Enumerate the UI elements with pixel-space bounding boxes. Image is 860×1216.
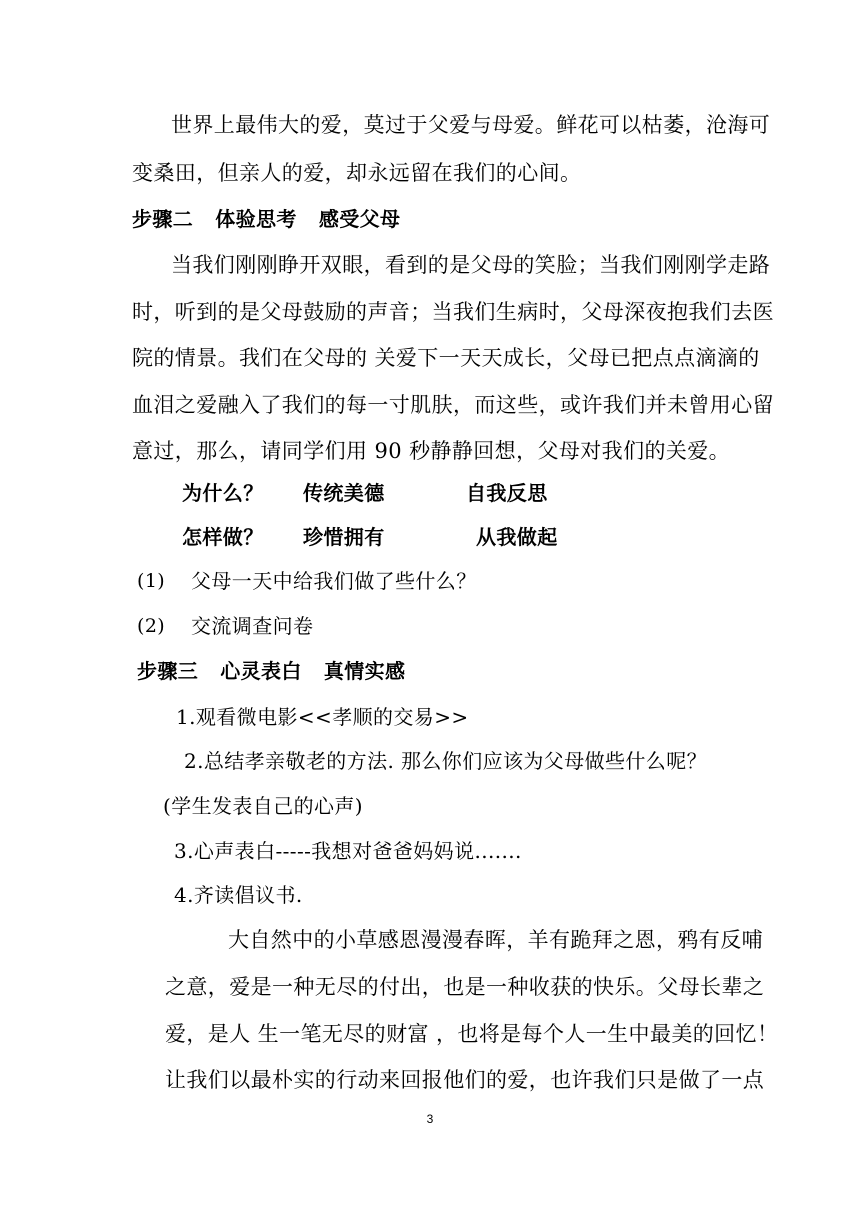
activity-2: 2.总结孝亲敬老的方法. 那么你们应该为父母做些什么呢？ [184,749,707,773]
step-3-heading [137,657,405,685]
paragraph-3-line-3: 爱，是人 生一笔无尽的财富 ，也将是每个人一生中最美的回忆！ [165,1022,779,1046]
step-2-label: 步骤二 [132,207,194,231]
step-2-heading [132,205,400,233]
step-3-part-2: 真情实感 [323,659,406,683]
step-2-part-2: 感受父母 [318,207,401,231]
list-item-2-text: 交流调查问卷 [191,614,314,638]
list-item-1-text: 父母一天中给我们做了些什么？ [191,569,477,593]
grid-row-1-col-1: 为什么？ [182,481,264,505]
page-number: 3 [426,1112,434,1126]
grid-row-1-col-3: 自我反思 [466,481,548,505]
paragraph-1-line-1: 世界上最伟大的爱，莫过于父爱与母爱。鲜花可以枯萎，沧海可 [171,113,771,137]
activity-1: 1.观看微电影<<孝顺的交易>> [176,705,469,729]
grid-row-1-col-2: 传统美德 [303,481,385,505]
paragraph-2-line-2: 时，听到的是父母鼓励的声音；当我们生病时，父母深夜抱我们去医 [132,300,774,324]
grid-row-2-col-1: 怎样做？ [182,525,264,549]
paragraph-3-line-4: 让我们以最朴实的行动来回报他们的爱，也许我们只是做了一点 [165,1068,765,1092]
step-3-label: 步骤三 [137,659,199,683]
list-item-1-number: (1) [137,570,166,592]
activity-2-note: (学生发表自己的心声) [163,794,364,818]
paragraph-2-line-4: 血泪之爱融入了我们的每一寸肌肤，而这些，或许我们并未曾用心留 [132,393,774,417]
paragraph-3-line-2: 之意，爱是一种无尽的付出，也是一种收获的快乐。父母长辈之 [165,975,765,999]
activity-3: 3.心声表白-----我想对爸爸妈妈说....... [174,839,522,863]
activity-4: 4.齐读倡议书. [174,883,303,907]
grid-row-2-col-3: 从我做起 [476,525,558,549]
paragraph-1-line-2: 变桑田，但亲人的爱，却永远留在我们的心间。 [132,161,582,185]
paragraph-2-line-5: 意过，那么，请同学们用 90 秒静静回想，父母对我们的关爱。 [132,439,731,463]
list-item-2-number: (2) [137,615,166,637]
grid-row-2-col-2: 珍惜拥有 [303,525,385,549]
step-3-part-1: 心灵表白 [220,659,302,683]
paragraph-2-line-3: 院的情景。我们在父母的 关爱下一天天成长，父母已把点点滴滴的 [132,346,760,370]
paragraph-2-line-1: 当我们刚刚睁开双眼，看到的是父母的笑脸；当我们刚刚学走路 [171,253,771,277]
step-2-part-1: 体验思考 [215,207,297,231]
paragraph-3-line-1: 大自然中的小草感恩漫漫春晖，羊有跪拜之恩，鸦有反哺 [228,928,763,952]
